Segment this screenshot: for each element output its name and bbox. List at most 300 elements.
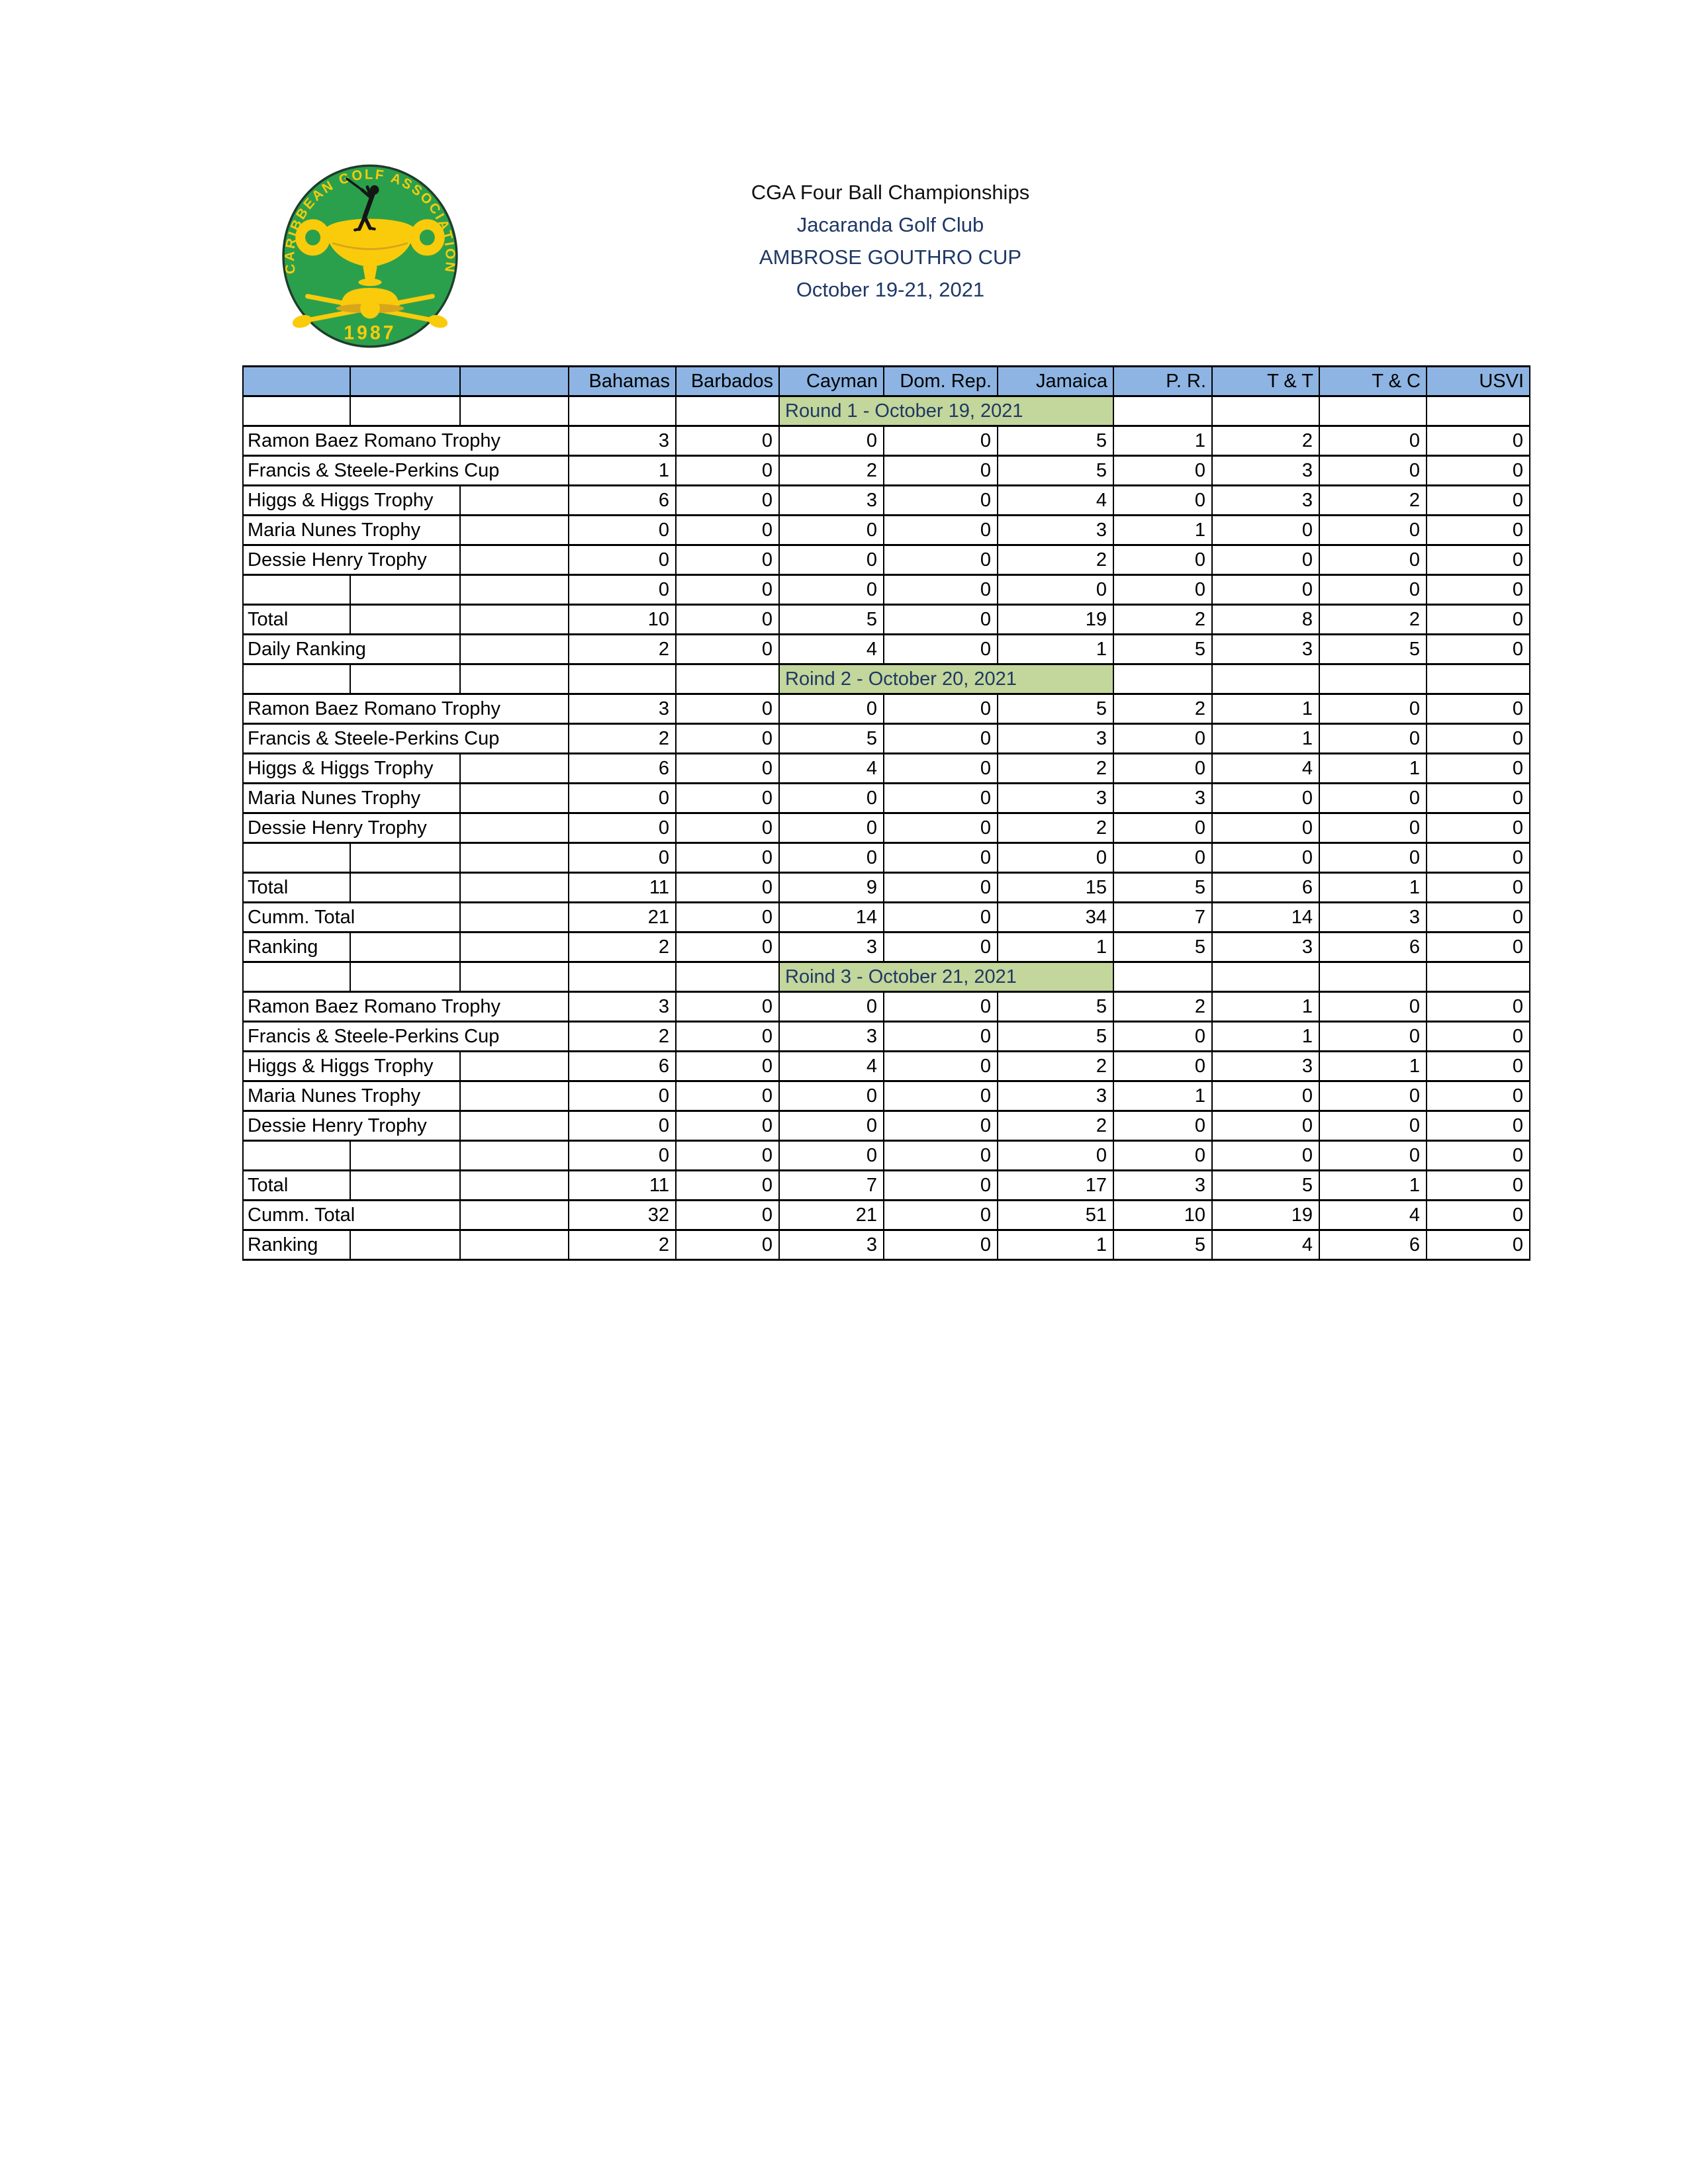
value-cell-bahamas: 0 [569,545,676,575]
value-cell-usvi: 0 [1427,694,1530,724]
value-cell-usvi: 0 [1427,843,1530,873]
table-row-ranking [243,933,1530,962]
blank-cell [1212,396,1319,426]
value-cell-t-t: 0 [1212,1141,1319,1171]
value-cell-dom-rep: 0 [884,933,998,962]
value-cell-dom-rep: 0 [884,992,998,1022]
value-cell-t-t: 0 [1212,575,1319,605]
value-cell-usvi: 0 [1427,754,1530,784]
value-cell-bahamas: 0 [569,575,676,605]
value-cell-barbados: 0 [676,456,779,486]
value-cell-dom-rep: 0 [884,784,998,813]
value-cell-dom-rep: 0 [884,1201,998,1230]
value-cell-t-t: 3 [1212,933,1319,962]
row-label: Total [243,1171,350,1201]
row-label: Ramon Baez Romano Trophy [243,992,569,1022]
value-cell-cayman: 0 [779,1081,884,1111]
value-cell-cayman: 4 [779,1052,884,1081]
value-cell-dom-rep: 0 [884,754,998,784]
value-cell-jamaica: 3 [998,516,1113,545]
spacer-cell [350,605,460,635]
value-cell-bahamas: 0 [569,784,676,813]
value-cell-barbados: 0 [676,873,779,903]
blank-cell [1212,962,1319,992]
value-cell-t-t: 19 [1212,1201,1319,1230]
round-banner: Roind 2 - October 20, 2021 [779,664,1113,694]
value-cell-t-c: 0 [1319,724,1427,754]
value-cell-cayman: 3 [779,933,884,962]
blank-cell [1427,962,1530,992]
table-row-higgs-higgs-trophy [243,754,1530,784]
table-row-daily-ranking [243,635,1530,664]
value-cell-bahamas: 2 [569,635,676,664]
value-cell-bahamas: 3 [569,694,676,724]
blank-cell [1319,396,1427,426]
blank-cell [1427,664,1530,694]
value-cell-t-c: 0 [1319,1111,1427,1141]
value-cell-barbados: 0 [676,1111,779,1141]
spacer-cell [460,605,569,635]
value-cell-barbados: 0 [676,1081,779,1111]
value-cell-bahamas: 2 [569,724,676,754]
value-cell-bahamas: 11 [569,1171,676,1201]
value-cell-usvi: 0 [1427,456,1530,486]
value-cell-barbados: 0 [676,1141,779,1171]
column-header-jamaica: Jamaica [998,367,1113,396]
value-cell-p-r: 2 [1113,605,1212,635]
value-cell-cayman: 4 [779,635,884,664]
row-label [243,843,350,873]
value-cell-jamaica: 1 [998,1230,1113,1260]
value-cell-t-t: 6 [1212,873,1319,903]
column-header-t-t: T & T [1212,367,1319,396]
value-cell-t-t: 8 [1212,605,1319,635]
value-cell-p-r: 0 [1113,813,1212,843]
value-cell-p-r: 0 [1113,486,1212,516]
value-cell-t-c: 1 [1319,873,1427,903]
value-cell-t-c: 0 [1319,1081,1427,1111]
blank-cell [243,664,350,694]
value-cell-dom-rep: 0 [884,635,998,664]
value-cell-dom-rep: 0 [884,426,998,456]
table-row [243,843,1530,873]
cup-title: AMBROSE GOUTHRO CUP [759,246,1022,269]
value-cell-bahamas: 0 [569,1111,676,1141]
spacer-cell [460,1111,569,1141]
row-label: Ramon Baez Romano Trophy [243,694,569,724]
row-label: Daily Ranking [243,635,460,664]
blank-cell [460,664,569,694]
value-cell-t-t: 3 [1212,486,1319,516]
value-cell-t-c: 0 [1319,813,1427,843]
value-cell-barbados: 0 [676,1171,779,1201]
value-cell-barbados: 0 [676,545,779,575]
table-row-cumm-total [243,903,1530,933]
value-cell-jamaica: 4 [998,486,1113,516]
value-cell-usvi: 0 [1427,1052,1530,1081]
value-cell-t-c: 1 [1319,1171,1427,1201]
value-cell-p-r: 0 [1113,456,1212,486]
value-cell-jamaica: 5 [998,694,1113,724]
value-cell-jamaica: 2 [998,1111,1113,1141]
value-cell-usvi: 0 [1427,992,1530,1022]
value-cell-t-t: 3 [1212,1052,1319,1081]
value-cell-dom-rep: 0 [884,1141,998,1171]
value-cell-cayman: 0 [779,813,884,843]
value-cell-cayman: 0 [779,843,884,873]
blank-cell [569,962,676,992]
cga-logo-graphic [281,163,459,349]
value-cell-p-r: 10 [1113,1201,1212,1230]
row-label: Francis & Steele-Perkins Cup [243,724,569,754]
column-header-usvi: USVI [1427,367,1530,396]
spacer-cell [350,873,460,903]
value-cell-bahamas: 3 [569,426,676,456]
blank-cell [350,962,460,992]
value-cell-cayman: 7 [779,1171,884,1201]
value-cell-barbados: 0 [676,754,779,784]
spacer-cell [460,545,569,575]
value-cell-jamaica: 17 [998,1171,1113,1201]
value-cell-bahamas: 6 [569,1052,676,1081]
value-cell-barbados: 0 [676,1201,779,1230]
row-label: Francis & Steele-Perkins Cup [243,456,569,486]
value-cell-cayman: 14 [779,903,884,933]
value-cell-p-r: 5 [1113,873,1212,903]
value-cell-bahamas: 2 [569,1230,676,1260]
table-row-ramon-baez-romano-trophy [243,426,1530,456]
round-banner-row-2 [243,664,1530,694]
blank-cell [460,396,569,426]
value-cell-bahamas: 32 [569,1201,676,1230]
value-cell-t-c: 2 [1319,486,1427,516]
value-cell-usvi: 0 [1427,1141,1530,1171]
cga-logo [281,163,459,349]
value-cell-dom-rep: 0 [884,843,998,873]
row-label [243,1141,350,1171]
round-banner-row-1 [243,396,1530,426]
value-cell-p-r: 3 [1113,784,1212,813]
table-row-ramon-baez-romano-trophy [243,694,1530,724]
table-row-maria-nunes-trophy [243,1081,1530,1111]
value-cell-cayman: 0 [779,545,884,575]
table-row-total [243,1171,1530,1201]
value-cell-usvi: 0 [1427,933,1530,962]
round-banner: Roind 3 - October 21, 2021 [779,962,1113,992]
table-row-total [243,873,1530,903]
blank-cell [350,396,460,426]
value-cell-t-t: 1 [1212,724,1319,754]
table-row-maria-nunes-trophy [243,516,1530,545]
value-cell-barbados: 0 [676,694,779,724]
value-cell-bahamas: 0 [569,1141,676,1171]
value-cell-p-r: 0 [1113,754,1212,784]
value-cell-t-c: 0 [1319,694,1427,724]
spacer-cell [460,635,569,664]
table-row-francis-steele-perkins-cup [243,1022,1530,1052]
value-cell-barbados: 0 [676,575,779,605]
value-cell-dom-rep: 0 [884,1052,998,1081]
row-label: Ranking [243,933,350,962]
value-cell-t-c: 5 [1319,635,1427,664]
table-row-francis-steele-perkins-cup [243,724,1530,754]
value-cell-usvi: 0 [1427,516,1530,545]
value-cell-jamaica: 3 [998,784,1113,813]
column-header-blank-2 [350,367,460,396]
value-cell-t-c: 1 [1319,1052,1427,1081]
value-cell-dom-rep: 0 [884,873,998,903]
spacer-cell [460,1171,569,1201]
value-cell-barbados: 0 [676,724,779,754]
blank-cell [1319,962,1427,992]
results-table [242,365,1530,1261]
value-cell-cayman: 3 [779,1022,884,1052]
value-cell-usvi: 0 [1427,635,1530,664]
value-cell-barbados: 0 [676,605,779,635]
logo-arc-text: CARIBBEAN GOLF ASSOCIATION [282,166,458,275]
table-row-francis-steele-perkins-cup [243,456,1530,486]
value-cell-dom-rep: 0 [884,1022,998,1052]
round-banner-row-3 [243,962,1530,992]
row-label: Higgs & Higgs Trophy [243,486,460,516]
row-label: Cumm. Total [243,1201,460,1230]
spacer-cell [460,486,569,516]
value-cell-bahamas: 0 [569,1081,676,1111]
value-cell-dom-rep: 0 [884,575,998,605]
spacer-cell [350,575,460,605]
value-cell-t-c: 6 [1319,1230,1427,1260]
value-cell-bahamas: 0 [569,516,676,545]
spacer-cell [460,903,569,933]
spacer-cell [460,1052,569,1081]
logo-year: 1987 [344,322,397,344]
value-cell-usvi: 0 [1427,486,1530,516]
row-label: Total [243,605,350,635]
blank-cell [1113,396,1212,426]
value-cell-usvi: 0 [1427,1111,1530,1141]
spacer-cell [460,1201,569,1230]
spacer-cell [460,873,569,903]
value-cell-t-c: 6 [1319,933,1427,962]
value-cell-jamaica: 2 [998,754,1113,784]
value-cell-t-t: 3 [1212,635,1319,664]
row-label: Dessie Henry Trophy [243,545,460,575]
row-label: Ranking [243,1230,350,1260]
value-cell-usvi: 0 [1427,426,1530,456]
row-label: Ramon Baez Romano Trophy [243,426,569,456]
row-label: Higgs & Higgs Trophy [243,754,460,784]
value-cell-barbados: 0 [676,784,779,813]
value-cell-dom-rep: 0 [884,1171,998,1201]
event-title: CGA Four Ball Championships [751,181,1030,204]
value-cell-jamaica: 5 [998,1022,1113,1052]
value-cell-p-r: 2 [1113,992,1212,1022]
value-cell-t-t: 0 [1212,843,1319,873]
table-row-ranking [243,1230,1530,1260]
value-cell-cayman: 2 [779,456,884,486]
value-cell-jamaica: 3 [998,724,1113,754]
value-cell-cayman: 0 [779,1111,884,1141]
value-cell-usvi: 0 [1427,784,1530,813]
date-range: October 19-21, 2021 [796,278,985,301]
value-cell-bahamas: 2 [569,1022,676,1052]
table-row-total [243,605,1530,635]
column-header-blank-1 [243,367,350,396]
value-cell-cayman: 0 [779,992,884,1022]
column-header-cayman: Cayman [779,367,884,396]
spacer-cell [460,813,569,843]
value-cell-cayman: 3 [779,1230,884,1260]
value-cell-p-r: 5 [1113,1230,1212,1260]
spacer-cell [460,1230,569,1260]
value-cell-usvi: 0 [1427,1201,1530,1230]
value-cell-t-c: 0 [1319,843,1427,873]
spacer-cell [460,575,569,605]
row-label: Cumm. Total [243,903,460,933]
value-cell-cayman: 5 [779,724,884,754]
value-cell-t-c: 0 [1319,516,1427,545]
golf-ball-icon [360,298,380,318]
value-cell-jamaica: 1 [998,635,1113,664]
value-cell-p-r: 0 [1113,1111,1212,1141]
value-cell-t-t: 2 [1212,426,1319,456]
value-cell-cayman: 9 [779,873,884,903]
value-cell-barbados: 0 [676,635,779,664]
blank-cell [1427,396,1530,426]
value-cell-t-c: 0 [1319,992,1427,1022]
value-cell-barbados: 0 [676,486,779,516]
column-header-dom-rep: Dom. Rep. [884,367,998,396]
value-cell-usvi: 0 [1427,1171,1530,1201]
spacer-cell [460,843,569,873]
value-cell-barbados: 0 [676,903,779,933]
value-cell-t-t: 3 [1212,456,1319,486]
value-cell-t-t: 0 [1212,1111,1319,1141]
value-cell-dom-rep: 0 [884,1230,998,1260]
value-cell-bahamas: 21 [569,903,676,933]
value-cell-usvi: 0 [1427,903,1530,933]
value-cell-jamaica: 0 [998,575,1113,605]
value-cell-barbados: 0 [676,813,779,843]
blank-cell [1113,664,1212,694]
spacer-cell [460,516,569,545]
value-cell-dom-rep: 0 [884,456,998,486]
value-cell-jamaica: 5 [998,992,1113,1022]
value-cell-t-c: 0 [1319,784,1427,813]
value-cell-dom-rep: 0 [884,813,998,843]
value-cell-barbados: 0 [676,1230,779,1260]
value-cell-cayman: 0 [779,1141,884,1171]
value-cell-p-r: 1 [1113,1081,1212,1111]
blank-cell [243,962,350,992]
value-cell-t-c: 2 [1319,605,1427,635]
value-cell-t-t: 0 [1212,1081,1319,1111]
value-cell-p-r: 1 [1113,516,1212,545]
value-cell-bahamas: 0 [569,813,676,843]
value-cell-barbados: 0 [676,933,779,962]
blank-cell [460,962,569,992]
value-cell-t-c: 0 [1319,1141,1427,1171]
value-cell-p-r: 0 [1113,1052,1212,1081]
value-cell-jamaica: 5 [998,426,1113,456]
spacer-cell [350,1171,460,1201]
value-cell-bahamas: 1 [569,456,676,486]
value-cell-jamaica: 5 [998,456,1113,486]
value-cell-dom-rep: 0 [884,903,998,933]
value-cell-t-t: 1 [1212,1022,1319,1052]
blank-cell [243,396,350,426]
header-row [243,367,1530,396]
blank-cell [350,664,460,694]
value-cell-dom-rep: 0 [884,1111,998,1141]
value-cell-t-c: 4 [1319,1201,1427,1230]
value-cell-bahamas: 2 [569,933,676,962]
value-cell-bahamas: 10 [569,605,676,635]
value-cell-t-t: 0 [1212,784,1319,813]
value-cell-t-c: 0 [1319,545,1427,575]
value-cell-cayman: 0 [779,516,884,545]
value-cell-cayman: 3 [779,486,884,516]
table-row-dessie-henry-trophy [243,1111,1530,1141]
value-cell-t-c: 1 [1319,754,1427,784]
value-cell-t-c: 0 [1319,1022,1427,1052]
row-label: Francis & Steele-Perkins Cup [243,1022,569,1052]
value-cell-barbados: 0 [676,426,779,456]
value-cell-usvi: 0 [1427,1081,1530,1111]
column-header-p-r: P. R. [1113,367,1212,396]
blank-cell [1212,664,1319,694]
blank-cell [676,396,779,426]
row-label: Total [243,873,350,903]
value-cell-usvi: 0 [1427,813,1530,843]
blank-cell [569,664,676,694]
spacer-cell [460,784,569,813]
value-cell-t-t: 4 [1212,754,1319,784]
value-cell-jamaica: 2 [998,813,1113,843]
value-cell-jamaica: 51 [998,1201,1113,1230]
row-label: Maria Nunes Trophy [243,516,460,545]
table-row-maria-nunes-trophy [243,784,1530,813]
blank-cell [1319,664,1427,694]
table-row-ramon-baez-romano-trophy [243,992,1530,1022]
value-cell-jamaica: 34 [998,903,1113,933]
venue-title: Jacaranda Golf Club [796,213,984,236]
value-cell-p-r: 0 [1113,545,1212,575]
value-cell-t-c: 0 [1319,575,1427,605]
value-cell-t-c: 3 [1319,903,1427,933]
column-header-blank-3 [460,367,569,396]
value-cell-bahamas: 0 [569,843,676,873]
value-cell-dom-rep: 0 [884,605,998,635]
row-label: Maria Nunes Trophy [243,1081,460,1111]
value-cell-jamaica: 0 [998,843,1113,873]
value-cell-p-r: 5 [1113,933,1212,962]
spacer-cell [350,1141,460,1171]
value-cell-dom-rep: 0 [884,694,998,724]
row-label: Dessie Henry Trophy [243,813,460,843]
value-cell-t-t: 1 [1212,992,1319,1022]
value-cell-cayman: 0 [779,575,884,605]
value-cell-jamaica: 0 [998,1141,1113,1171]
value-cell-barbados: 0 [676,1022,779,1052]
value-cell-barbados: 0 [676,1052,779,1081]
value-cell-cayman: 21 [779,1201,884,1230]
blank-cell [676,962,779,992]
value-cell-p-r: 0 [1113,1141,1212,1171]
value-cell-jamaica: 15 [998,873,1113,903]
value-cell-t-c: 0 [1319,456,1427,486]
value-cell-t-t: 0 [1212,516,1319,545]
